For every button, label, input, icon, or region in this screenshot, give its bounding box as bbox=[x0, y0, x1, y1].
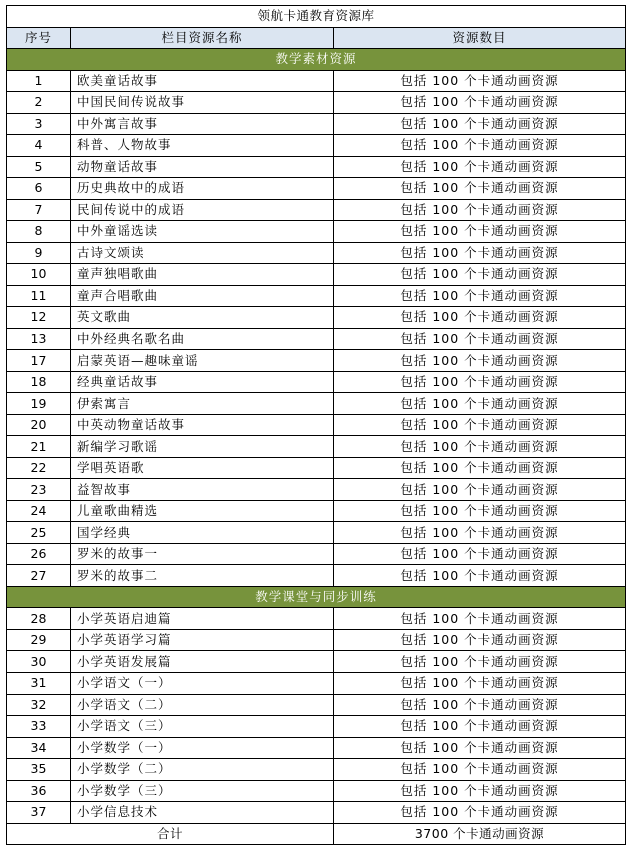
row-name: 小学信息技术 bbox=[71, 802, 334, 824]
row-name: 小学数学（二） bbox=[71, 759, 334, 781]
section-title: 教学课堂与同步训练 bbox=[7, 586, 626, 608]
row-number: 10 bbox=[7, 264, 71, 286]
section-row bbox=[7, 586, 626, 608]
row-count: 包括 100 个卡通动画资源 bbox=[334, 802, 626, 824]
row-count: 包括 100 个卡通动画资源 bbox=[334, 414, 626, 436]
table-row bbox=[7, 737, 626, 759]
row-count: 包括 100 个卡通动画资源 bbox=[334, 350, 626, 372]
table-row bbox=[7, 414, 626, 436]
row-number: 37 bbox=[7, 802, 71, 824]
row-name: 益智故事 bbox=[71, 479, 334, 501]
row-number: 4 bbox=[7, 135, 71, 157]
row-number: 22 bbox=[7, 457, 71, 479]
row-number: 32 bbox=[7, 694, 71, 716]
row-count: 包括 100 个卡通动画资源 bbox=[334, 608, 626, 630]
table-title-row bbox=[7, 6, 626, 28]
row-count: 包括 100 个卡通动画资源 bbox=[334, 307, 626, 329]
row-name: 小学语文（二） bbox=[71, 694, 334, 716]
total-row bbox=[7, 823, 626, 845]
row-number: 30 bbox=[7, 651, 71, 673]
row-number: 21 bbox=[7, 436, 71, 458]
row-name: 民间传说中的成语 bbox=[71, 199, 334, 221]
row-name: 经典童话故事 bbox=[71, 371, 334, 393]
table-row bbox=[7, 802, 626, 824]
row-name: 历史典故中的成语 bbox=[71, 178, 334, 200]
row-number: 8 bbox=[7, 221, 71, 243]
row-count: 包括 100 个卡通动画资源 bbox=[334, 436, 626, 458]
row-number: 12 bbox=[7, 307, 71, 329]
table-row bbox=[7, 629, 626, 651]
table-row bbox=[7, 436, 626, 458]
resource-table bbox=[6, 5, 626, 845]
row-count: 包括 100 个卡通动画资源 bbox=[334, 629, 626, 651]
row-number: 33 bbox=[7, 716, 71, 738]
row-name: 伊索寓言 bbox=[71, 393, 334, 415]
row-number: 17 bbox=[7, 350, 71, 372]
total-label: 合计 bbox=[7, 823, 334, 845]
section-row bbox=[7, 49, 626, 71]
row-name: 中英动物童话故事 bbox=[71, 414, 334, 436]
table-row bbox=[7, 651, 626, 673]
table-row bbox=[7, 565, 626, 587]
row-count: 包括 100 个卡通动画资源 bbox=[334, 543, 626, 565]
row-number: 27 bbox=[7, 565, 71, 587]
row-count: 包括 100 个卡通动画资源 bbox=[334, 264, 626, 286]
row-number: 3 bbox=[7, 113, 71, 135]
row-count: 包括 100 个卡通动画资源 bbox=[334, 694, 626, 716]
row-number: 31 bbox=[7, 672, 71, 694]
row-number: 23 bbox=[7, 479, 71, 501]
header-no: 序号 bbox=[7, 27, 71, 49]
row-count: 包括 100 个卡通动画资源 bbox=[334, 221, 626, 243]
header-count: 资源数目 bbox=[334, 27, 626, 49]
row-name: 小学语文（三） bbox=[71, 716, 334, 738]
row-name: 动物童话故事 bbox=[71, 156, 334, 178]
row-count: 包括 100 个卡通动画资源 bbox=[334, 672, 626, 694]
table-row bbox=[7, 199, 626, 221]
row-count: 包括 100 个卡通动画资源 bbox=[334, 716, 626, 738]
row-count: 包括 100 个卡通动画资源 bbox=[334, 500, 626, 522]
row-number: 36 bbox=[7, 780, 71, 802]
row-name: 小学数学（一） bbox=[71, 737, 334, 759]
row-number: 18 bbox=[7, 371, 71, 393]
table-row bbox=[7, 264, 626, 286]
row-count: 包括 100 个卡通动画资源 bbox=[334, 199, 626, 221]
row-number: 5 bbox=[7, 156, 71, 178]
row-name: 罗米的故事二 bbox=[71, 565, 334, 587]
row-name: 学唱英语歌 bbox=[71, 457, 334, 479]
row-count: 包括 100 个卡通动画资源 bbox=[334, 780, 626, 802]
row-name: 中外经典名歌名曲 bbox=[71, 328, 334, 350]
row-count: 包括 100 个卡通动画资源 bbox=[334, 242, 626, 264]
row-count: 包括 100 个卡通动画资源 bbox=[334, 565, 626, 587]
row-number: 34 bbox=[7, 737, 71, 759]
table-row bbox=[7, 716, 626, 738]
row-number: 19 bbox=[7, 393, 71, 415]
row-number: 26 bbox=[7, 543, 71, 565]
table-row bbox=[7, 70, 626, 92]
row-name: 国学经典 bbox=[71, 522, 334, 544]
table-row bbox=[7, 393, 626, 415]
row-count: 包括 100 个卡通动画资源 bbox=[334, 651, 626, 673]
row-count: 包括 100 个卡通动画资源 bbox=[334, 479, 626, 501]
table-row bbox=[7, 178, 626, 200]
row-number: 35 bbox=[7, 759, 71, 781]
row-count: 包括 100 个卡通动画资源 bbox=[334, 285, 626, 307]
row-count: 包括 100 个卡通动画资源 bbox=[334, 522, 626, 544]
table-row bbox=[7, 457, 626, 479]
row-name: 启蒙英语—趣味童谣 bbox=[71, 350, 334, 372]
row-count: 包括 100 个卡通动画资源 bbox=[334, 457, 626, 479]
table-title: 领航卡通教育资源库 bbox=[7, 6, 626, 28]
row-number: 24 bbox=[7, 500, 71, 522]
row-count: 包括 100 个卡通动画资源 bbox=[334, 371, 626, 393]
row-number: 6 bbox=[7, 178, 71, 200]
row-count: 包括 100 个卡通动画资源 bbox=[334, 70, 626, 92]
table-row bbox=[7, 135, 626, 157]
row-number: 1 bbox=[7, 70, 71, 92]
row-name: 小学语文（一） bbox=[71, 672, 334, 694]
table-row bbox=[7, 759, 626, 781]
table-row bbox=[7, 350, 626, 372]
row-name: 小学英语发展篇 bbox=[71, 651, 334, 673]
row-number: 2 bbox=[7, 92, 71, 114]
table-row bbox=[7, 500, 626, 522]
row-number: 13 bbox=[7, 328, 71, 350]
row-count: 包括 100 个卡通动画资源 bbox=[334, 393, 626, 415]
table-row bbox=[7, 221, 626, 243]
row-name: 中外童谣选读 bbox=[71, 221, 334, 243]
table-row bbox=[7, 672, 626, 694]
table-row bbox=[7, 371, 626, 393]
row-count: 包括 100 个卡通动画资源 bbox=[334, 178, 626, 200]
section-title: 教学素材资源 bbox=[7, 49, 626, 71]
header-name: 栏目资源名称 bbox=[71, 27, 334, 49]
row-number: 20 bbox=[7, 414, 71, 436]
row-count: 包括 100 个卡通动画资源 bbox=[334, 759, 626, 781]
row-name: 英文歌曲 bbox=[71, 307, 334, 329]
row-name: 新编学习歌谣 bbox=[71, 436, 334, 458]
table-row bbox=[7, 285, 626, 307]
table-row bbox=[7, 780, 626, 802]
row-name: 中外寓言故事 bbox=[71, 113, 334, 135]
row-name: 罗米的故事一 bbox=[71, 543, 334, 565]
row-number: 11 bbox=[7, 285, 71, 307]
row-count: 包括 100 个卡通动画资源 bbox=[334, 135, 626, 157]
row-name: 欧美童话故事 bbox=[71, 70, 334, 92]
table-row bbox=[7, 242, 626, 264]
row-name: 童声合唱歌曲 bbox=[71, 285, 334, 307]
table-row bbox=[7, 328, 626, 350]
row-count: 包括 100 个卡通动画资源 bbox=[334, 156, 626, 178]
table-row bbox=[7, 694, 626, 716]
row-number: 9 bbox=[7, 242, 71, 264]
row-name: 小学英语启迪篇 bbox=[71, 608, 334, 630]
row-count: 包括 100 个卡通动画资源 bbox=[334, 737, 626, 759]
row-number: 28 bbox=[7, 608, 71, 630]
table-row bbox=[7, 113, 626, 135]
row-name: 儿童歌曲精选 bbox=[71, 500, 334, 522]
table-row bbox=[7, 479, 626, 501]
row-name: 科普、人物故事 bbox=[71, 135, 334, 157]
row-name: 童声独唱歌曲 bbox=[71, 264, 334, 286]
table-row bbox=[7, 543, 626, 565]
row-name: 中国民间传说故事 bbox=[71, 92, 334, 114]
row-name: 古诗文颂读 bbox=[71, 242, 334, 264]
row-name: 小学英语学习篇 bbox=[71, 629, 334, 651]
row-number: 29 bbox=[7, 629, 71, 651]
table-row bbox=[7, 608, 626, 630]
table-row bbox=[7, 92, 626, 114]
row-name: 小学数学（三） bbox=[71, 780, 334, 802]
total-value: 3700 个卡通动画资源 bbox=[334, 823, 626, 845]
row-number: 25 bbox=[7, 522, 71, 544]
table-row bbox=[7, 156, 626, 178]
row-number: 7 bbox=[7, 199, 71, 221]
table-row bbox=[7, 307, 626, 329]
row-count: 包括 100 个卡通动画资源 bbox=[334, 328, 626, 350]
header-row bbox=[7, 27, 626, 49]
row-count: 包括 100 个卡通动画资源 bbox=[334, 92, 626, 114]
table-row bbox=[7, 522, 626, 544]
row-count: 包括 100 个卡通动画资源 bbox=[334, 113, 626, 135]
